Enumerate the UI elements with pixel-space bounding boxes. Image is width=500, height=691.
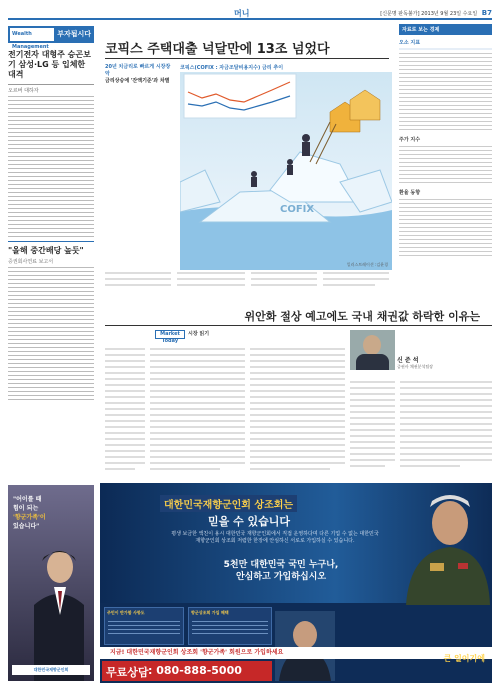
- cofix-illustration: [180, 72, 392, 270]
- table1-title: 오소 지표: [399, 40, 421, 46]
- ad-headline-2: 믿을 수 있습니다: [208, 515, 291, 528]
- table2-title: 주가 지수: [399, 137, 421, 143]
- page-number: B7: [481, 9, 492, 17]
- right-data-column: [399, 24, 492, 259]
- left-story-byline: 오르버 대하자: [8, 84, 94, 94]
- main-headline: 코픽스 주택대출 넉달만에 13조 넘었다: [105, 42, 330, 57]
- ad-slogan: 5천만 대한민국 국민 누구나, 안심하고 가입하십시오: [223, 560, 339, 582]
- section-title: 머니: [234, 9, 250, 18]
- left-story2-sub: 증권회사연료 보고서: [8, 259, 54, 265]
- lower-headline: 위안화 절상 예고에도 국내 채권값 하락한 이유는: [244, 310, 480, 323]
- lower-rule: [105, 325, 492, 326]
- headline-rule: [105, 58, 389, 59]
- ad-phone-number: : 080-888-5000: [148, 664, 242, 677]
- ad-headline-1: 대한민국재향군인회 상조회는: [160, 495, 297, 512]
- table1-rows: [399, 53, 492, 130]
- left-story2-body: [8, 267, 94, 400]
- data-box-title: 자료로 보는 경제: [399, 24, 492, 35]
- lower-col-1: [105, 345, 145, 475]
- header-meta: [380, 9, 492, 17]
- badge-title: 부자됩시다: [57, 30, 91, 38]
- ad-logo: 대한민국재향군인회: [12, 665, 90, 675]
- issue-date: [신문명 판독불가] 2013년 9월 23일 수요일: [380, 11, 478, 17]
- lower-col-4: [350, 378, 395, 475]
- wealth-management-badge: [8, 26, 94, 50]
- page-header: [8, 8, 492, 20]
- left-story2-headline: "올해 중간배당 높듯": [8, 246, 84, 255]
- ad-portrait: [275, 611, 335, 681]
- lower-col-3: [250, 345, 345, 475]
- main-subhead: 20년 치금리로 빠르게 시장장악 금리상승에 '잔액기준'과 차별: [105, 64, 171, 84]
- cofix-label: COFIX: [280, 204, 315, 215]
- ad-quote: "어이를 때 힘이 되는 '향군가족'이 있습니다": [13, 496, 46, 530]
- ad-call-box[interactable]: [102, 661, 272, 681]
- ad-call-label: 무료상담: [106, 666, 149, 679]
- table1-header: [399, 48, 492, 50]
- market-today-sub: 시장 읽기: [188, 331, 210, 337]
- ad-model-figure: [34, 545, 84, 681]
- columnist-photo: [350, 330, 395, 370]
- lower-col-2: [150, 345, 245, 475]
- illustration-art: [180, 72, 392, 270]
- illustration-credit: 일러스트레이션 :김윤경: [346, 262, 388, 267]
- chart-title: 코픽스(COFIX : 자금조달비용지수) 금리 추이: [180, 65, 284, 71]
- left-story-body: [8, 96, 94, 237]
- ad-panel-1: 주민이 반가함 사항도: [104, 607, 184, 645]
- table2-rows: [399, 146, 492, 183]
- main-advertisement: [100, 483, 492, 683]
- ad-body-text: 평생 보금한 액친이 용시 대한민국 재향군인회에서 직접 운영하다며 다른 기업 수 없는 대한민국재향군인회 상조회 저렴한 한장에 안심하신 서로로 가입하실 수 있습니다.: [171, 531, 379, 544]
- column-divider: [8, 241, 94, 242]
- market-today-tag: Market Today: [155, 330, 185, 339]
- lower-col-5: [400, 378, 492, 475]
- table3-rows: [399, 199, 492, 256]
- columnist-caption: 신 준 석 증권사 채권분석팀장: [397, 357, 434, 369]
- table3-title: 환율 동향: [399, 190, 421, 196]
- badge-label: Wealth Management: [10, 28, 54, 41]
- ad-officer-figure: [400, 487, 490, 605]
- left-column: [8, 46, 94, 403]
- left-story-headline: 전기전자 대형주 승곤보기 삼성·LG 등 입체한 대격: [8, 50, 91, 79]
- ad-handwriting: 인생 정립지 표준은 큰 일이기에: [443, 647, 485, 663]
- ad-signup-banner: 지금! 대한민국재향군인회 상조회 '향군가족' 회원으로 가입하세요: [100, 647, 492, 659]
- left-advertisement: [8, 485, 94, 681]
- main-story-body: [105, 270, 389, 290]
- ad-panel-2: 향군상조회 가입 혜택: [188, 607, 272, 645]
